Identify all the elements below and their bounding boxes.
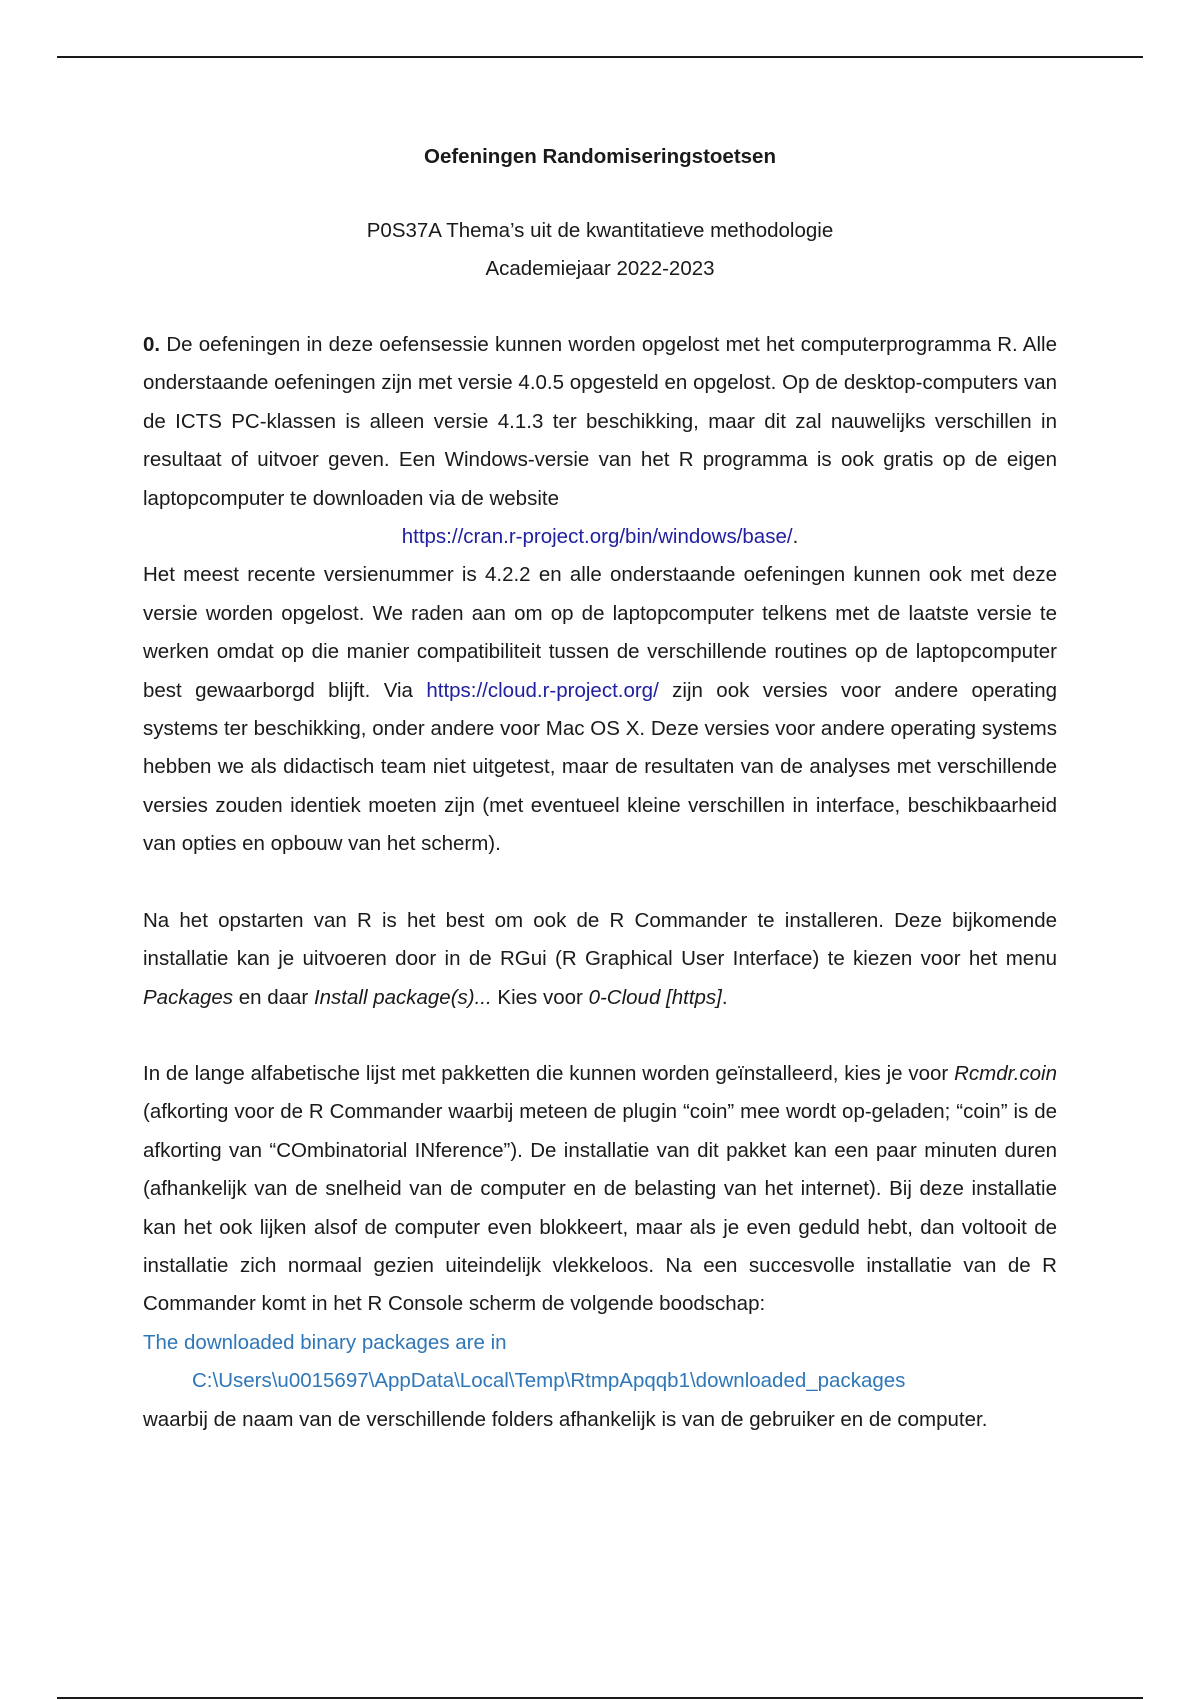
section-0-versions	[143, 556, 1057, 863]
install-paragraph	[143, 902, 1057, 1017]
install-text-4: .	[721, 985, 728, 1009]
package-text-2: (afkorting voor de R Commander waarbij meteen de plugin “coin” mee wordt op-geladen; “coin” is de afkorting van “COmbinatorial INference”). De installatie van dit pakket kan een paar minuten duren (afhankelijk van de snelheid van de computer en de belasting van het internet). Bij deze installatie kan het ook lijken alsof de computer even blokkeert, maar als je even geduld hebt, dan voltooit de installatie zich normaal gezien uiteindelijk vlekkeloos. Na een succesvolle installatie van de R Commander komt in het R Console scherm de volgende boodschap:	[143, 1100, 1057, 1316]
console-message-line-1: The downloaded binary packages are in	[143, 1330, 507, 1354]
cran-link[interactable]: https://cran.r-project.org/bin/windows/base/	[401, 525, 793, 549]
console-message-path: C:\Users\u0015697\AppData\Local\Temp\RtmpApqqb1\downloaded_packages	[192, 1369, 906, 1393]
academic-year: Academiejaar 2022-2023	[485, 257, 715, 280]
cloud-link[interactable]: https://cloud.r-project.org/	[426, 678, 659, 702]
course-title: P0S37A Thema’s uit de kwantitatieve methodologie	[366, 219, 834, 242]
section-0-intro-text: De oefeningen in deze oefensessie kunnen worden opgelost met het computerprogramma R. Alle onderstaande oefeningen zijn met versie 4.0.5 opgesteld en opgelost. Op de desktop-computers van de ICTS PC-klassen is alleen versie 4.1.3 ter beschikking, maar dit zal nauwelijks verschillen in resultaat of uitvoer geven. Een Windows-versie van het R programma is ook gratis op de eigen laptopcomputer te downloaden via de website	[143, 333, 1057, 510]
footer-rule	[57, 1697, 1143, 1699]
menu-packages: Packages	[143, 985, 234, 1009]
cran-link-suffix: .	[792, 525, 799, 549]
section-0	[143, 326, 1057, 864]
document-page	[143, 140, 1057, 1439]
install-text-1: Na het opstarten van R is het best om ook de R Commander te installeren. Deze bijkomende installatie kan je uitvoeren door in de RGui (R Graphical User Interface) te kiezen voor het menu	[143, 908, 1057, 971]
cran-link-line	[143, 518, 1057, 556]
install-paragraph-block	[143, 902, 1057, 1017]
package-text-1: In de lange alfabetische lijst met pakketten die kunnen worden geïnstalleerd, kies je voor	[143, 1061, 955, 1085]
package-paragraph-block	[143, 1055, 1057, 1439]
package-paragraph	[143, 1055, 1057, 1324]
versions-text-after: zijn ook versies voor andere operating systems ter beschikking, onder andere voor Mac OS X. Deze versies voor andere operating systems hebben we als didactisch team niet uitgetest, maar de resultaten van de analyses met verschillende versies zouden identiek moeten zijn (met eventueel kleine verschillen in interface, beschikbaarheid van opties en opbouw van het scherm).	[143, 678, 1057, 856]
header-rule	[57, 56, 1143, 58]
mirror-name: 0-Cloud [https]	[588, 985, 722, 1009]
document-subtitle-block	[143, 212, 1057, 288]
package-name: Rcmdr.coin	[954, 1061, 1057, 1085]
versions-text-before: Het meest recente versienummer is 4.2.2 en alle onderstaande oefeningen kunnen ook met deze versie worden opgelost. We raden aan om op de laptopcomputer telkens met de laatste versie te werken omdat op die manier compatibiliteit tussen de verschillende routines op de laptopcomputer best gewaarborgd blijft. Via	[143, 563, 1057, 702]
document-title: Oefeningen Randomiseringstoetsen	[424, 145, 776, 168]
install-text-3: Kies voor	[491, 985, 589, 1009]
section-0-intro	[143, 326, 1057, 518]
closing-paragraph: waarbij de naam van de verschillende folders afhankelijk is van de gebruiker en de computer.	[143, 1407, 988, 1431]
menu-install-packages: Install package(s)...	[313, 985, 492, 1009]
section-number: 0.	[143, 333, 161, 356]
install-text-2: en daar	[233, 985, 314, 1009]
